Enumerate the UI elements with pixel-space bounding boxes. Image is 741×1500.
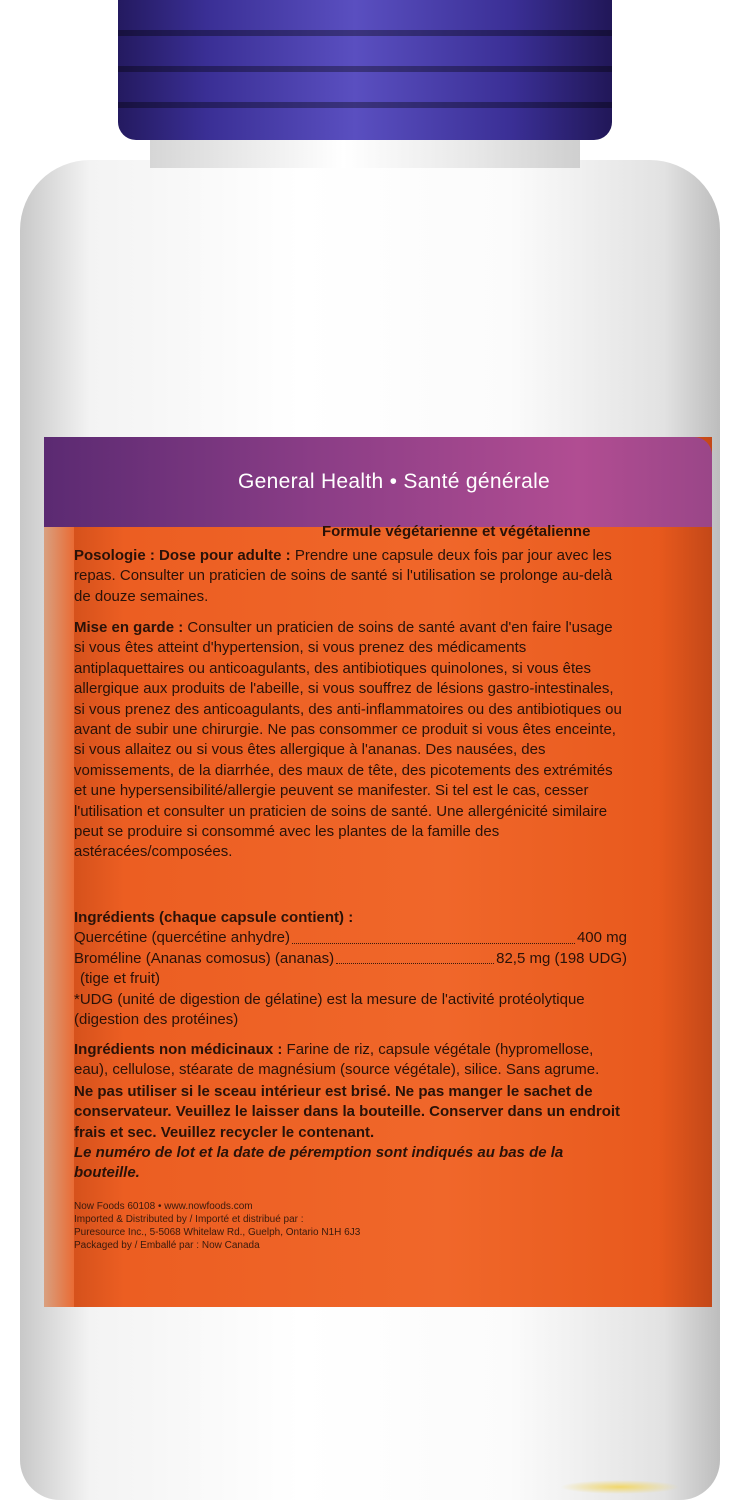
ingredients-label: Ingrédients (chaque capsule contient) : bbox=[74, 909, 354, 926]
warning-label: Mise en garde : bbox=[74, 619, 184, 636]
ingredient-amount: 82,5 mg (198 UDG) bbox=[496, 949, 627, 967]
dosage-text: Prendre une capsule deux fois par jour avec les repas. Consulter un praticien de soins de santé si l'utilisation se prolonge au-delà de douze semaines. bbox=[74, 547, 613, 605]
udg-note: *UDG (unité de digestion de gélatine) est la mesure de l'activité protéolytique (digestion des protéines) bbox=[74, 990, 585, 1029]
lot-note: Le numéro de lot et la date de péremption sont indiqués au bas de la bouteille. bbox=[74, 1144, 564, 1182]
ingredients-section bbox=[74, 908, 627, 1030]
ingredient-name: Quercétine (quercétine anhydre) bbox=[74, 929, 290, 947]
footer-line: Now Foods 60108 • www.nowfoods.com bbox=[74, 1201, 253, 1212]
label-header: General Health • Santé générale bbox=[238, 470, 551, 493]
warning-text: Consulter un praticien de soins de santé avant d'en faire l'usage si vous êtes atteint d'hypertension, si vous prenez des médicaments antiplaquettaires ou anticoagulants, des antibiotiques quinolones, si vous êtes allergique aux produits de l'abeille, si vous souffrez de lésions gastro-intestinales, si vous prenez des anticoagulants, des anti-inflammatoires ou des antibiotiques ou avant de subir une chirurgie. Ne pas consommer ce produit si vous êtes enceinte, si vous allaitez ou si vous êtes allergique à l'ananas. Des nausées, des vomissements, de la diarrhée, des maux de tête, des picotements des extrémités et une hypersensibilité/allergie peuvent se manifester. Si tel est le cas, cesser l'utilisation et consulter un praticien de soins de santé. Une allergénicité similaire peut se produire si consommé avec les plantes de la famille des astéracées/composées. bbox=[74, 619, 622, 861]
storage-warning: Ne pas utiliser si le sceau intérieur est brisé. Ne pas manger le sachet de conservateur. Veuillez le laisser dans la bouteille. Conserver dans un endroit frais et sec. Veuillez recycler le contenant. bbox=[74, 1083, 621, 1141]
bottle-cap bbox=[118, 0, 612, 140]
non-medicinal-label: Ingrédients non médicinaux : bbox=[74, 1041, 283, 1058]
non-medicinal-text: Farine de riz, capsule végétale (hypromellose, eau), cellulose, stéarate de magnésium (source végétale), silice. Sans agrume. bbox=[74, 1041, 600, 1079]
ingredient-amount: 400 mg bbox=[576, 929, 627, 947]
formula-subtitle: Formule végétarienne et végétalienne bbox=[322, 523, 591, 540]
warning-section bbox=[74, 618, 627, 863]
ingredient-note: (tige et fruit) bbox=[80, 970, 161, 988]
label-edge bbox=[44, 437, 74, 1307]
ingredient-row bbox=[74, 949, 627, 969]
dosage-label: Posologie : Dose pour adulte : bbox=[74, 547, 291, 564]
ingredient-row bbox=[74, 928, 627, 948]
non-medicinal-section bbox=[74, 1040, 627, 1081]
bottle-neck bbox=[150, 138, 580, 168]
footer-line: Puresource Inc., 5-5068 Whitelaw Rd., Guelph, Ontario N1H 6J3 bbox=[74, 1227, 361, 1238]
label-footer bbox=[74, 1200, 404, 1252]
residue-stain bbox=[560, 1480, 680, 1494]
dosage-section bbox=[74, 546, 627, 607]
footer-line: Packaged by / Emballé par : Now Canada bbox=[74, 1240, 260, 1251]
footer-line: Imported & Distributed by / Importé et distribué par : bbox=[74, 1214, 304, 1225]
ingredient-name: Broméline (Ananas comosus) (ananas) bbox=[74, 949, 335, 967]
